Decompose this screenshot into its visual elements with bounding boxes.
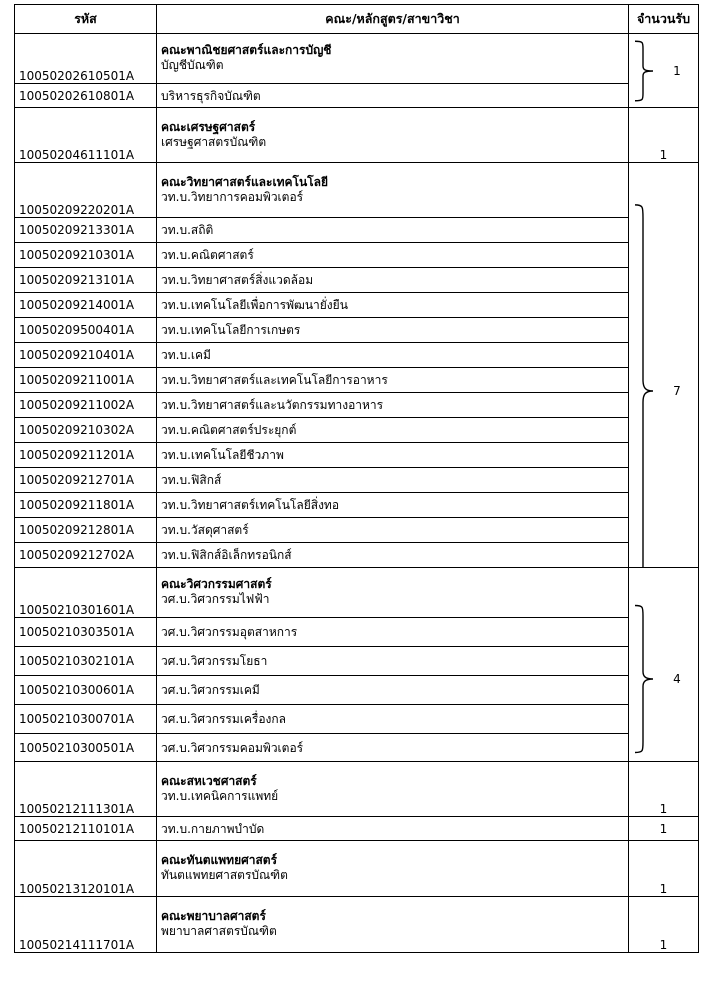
table-row <box>15 243 699 268</box>
program-code: 10050212110101A <box>15 817 157 841</box>
table-row <box>15 293 699 318</box>
right-brace-icon <box>633 203 657 568</box>
table-row <box>15 897 699 953</box>
program-name: วท.บ.วัสดุศาสตร์ <box>157 518 629 543</box>
program-name: วท.บ.ฟิสิกส์อิเล็กทรอนิกส์ <box>157 543 629 568</box>
program-cell <box>157 163 629 218</box>
program-code: 10050210300701A <box>15 705 157 734</box>
right-brace-icon <box>633 40 657 102</box>
table-row <box>15 705 699 734</box>
program-code: 10050209212702A <box>15 543 157 568</box>
table-row <box>15 108 699 163</box>
table-row <box>15 343 699 368</box>
program-name: วท.บ.วิทยาศาสตร์และนวัตกรรมทางอาหาร <box>157 393 629 418</box>
program-code: 10050210301601A <box>15 568 157 618</box>
table-row <box>15 393 699 418</box>
seat-group-cell <box>629 34 699 108</box>
faculty-name: คณะพยาบาลศาสตร์ <box>161 909 266 923</box>
program-name: ทันตแพทยศาสตรบัณฑิต <box>161 868 288 882</box>
program-name: บัญชีบัณฑิต <box>161 58 224 72</box>
right-brace-icon <box>633 604 657 754</box>
program-code: 10050210303501A <box>15 618 157 647</box>
program-code: 10050209211201A <box>15 443 157 468</box>
program-name: วท.บ.เทคโนโลยีชีวภาพ <box>157 443 629 468</box>
program-cell <box>157 897 629 953</box>
program-name: วท.บ.เคมี <box>157 343 629 368</box>
program-name: วศ.บ.วิศวกรรมเคมี <box>157 676 629 705</box>
table-row <box>15 647 699 676</box>
faculty-name: คณะวิศวกรรมศาสตร์ <box>161 577 272 591</box>
table-row <box>15 218 699 243</box>
seat-count: 1 <box>629 841 699 897</box>
program-code: 10050209211001A <box>15 368 157 393</box>
program-code: 10050209213101A <box>15 268 157 293</box>
table-row <box>15 817 699 841</box>
table-row <box>15 518 699 543</box>
program-name: วศ.บ.วิศวกรรมโยธา <box>157 647 629 676</box>
program-code: 10050209213301A <box>15 218 157 243</box>
faculty-name: คณะเศรษฐศาสตร์ <box>161 119 256 134</box>
program-code: 10050212111301A <box>15 762 157 817</box>
seat-group-cell <box>629 568 699 762</box>
program-code: 10050210302101A <box>15 647 157 676</box>
admission-table <box>14 4 699 953</box>
seat-count: 7 <box>673 384 681 398</box>
program-name: วท.บ.ฟิสิกส์ <box>157 468 629 493</box>
program-code: 10050209210401A <box>15 343 157 368</box>
program-name: วท.บ.วิทยาศาสตร์สิ่งแวดล้อม <box>157 268 629 293</box>
program-name: วท.บ.เทคโนโลยีการเกษตร <box>157 318 629 343</box>
program-code: 10050209210302A <box>15 418 157 443</box>
program-code: 10050210300501A <box>15 734 157 762</box>
program-code: 10050209212801A <box>15 518 157 543</box>
program-code: 10050214111701A <box>15 897 157 953</box>
seat-count: 4 <box>673 672 681 686</box>
program-name: วท.บ.กายภาพบำบัด <box>157 817 629 841</box>
table-row <box>15 268 699 293</box>
seat-count: 1 <box>629 897 699 953</box>
table-header-row <box>15 5 699 34</box>
program-name: วท.บ.คณิตศาสตร์ <box>157 243 629 268</box>
program-name: วศ.บ.วิศวกรรมเครื่องกล <box>157 705 629 734</box>
program-name: วท.บ.คณิตศาสตร์ประยุกต์ <box>157 418 629 443</box>
program-code: 10050213120101A <box>15 841 157 897</box>
program-name: วศ.บ.วิศวกรรมคอมพิวเตอร์ <box>157 734 629 762</box>
program-code: 10050210300601A <box>15 676 157 705</box>
seat-count: 1 <box>629 762 699 817</box>
table-row <box>15 163 699 218</box>
program-name: เศรษฐศาสตรบัณฑิต <box>161 134 267 149</box>
program-cell <box>157 568 629 618</box>
program-code: 10050204611101A <box>15 108 157 163</box>
program-name: พยาบาลศาสตรบัณฑิต <box>161 924 277 938</box>
program-code: 10050202610801A <box>15 84 157 108</box>
program-name: วศ.บ.วิศวกรรมอุตสาหการ <box>157 618 629 647</box>
program-code: 10050209500401A <box>15 318 157 343</box>
seat-count: 1 <box>629 108 699 163</box>
program-cell <box>157 841 629 897</box>
seat-group-cell <box>629 163 699 568</box>
faculty-name: คณะสหเวชศาสตร์ <box>161 773 257 788</box>
table-row <box>15 493 699 518</box>
program-name: วท.บ.วิทยาการคอมพิวเตอร์ <box>161 189 304 204</box>
seat-count: 1 <box>673 64 681 78</box>
program-code: 10050202610501A <box>15 34 157 84</box>
table-row <box>15 34 699 84</box>
program-name: วท.บ.เทคโนโลยีเพื่อการพัฒนายั่งยืน <box>157 293 629 318</box>
program-code: 10050209211801A <box>15 493 157 518</box>
header-program: คณะ/หลักสูตร/สาขาวิชา <box>157 5 629 34</box>
table-row <box>15 318 699 343</box>
table-row <box>15 676 699 705</box>
table-row <box>15 443 699 468</box>
program-code: 10050209211002A <box>15 393 157 418</box>
program-cell <box>157 762 629 817</box>
program-name: วท.บ.สถิติ <box>157 218 629 243</box>
table-row <box>15 84 699 108</box>
table-row <box>15 418 699 443</box>
table-row <box>15 368 699 393</box>
program-name: วท.บ.เทคนิคการแพทย์ <box>161 788 279 803</box>
program-name: วศ.บ.วิศวกรรมไฟฟ้า <box>161 592 270 606</box>
faculty-name: คณะพาณิชยศาสตร์และการบัญชี <box>161 43 332 57</box>
table-row <box>15 568 699 618</box>
table-row <box>15 762 699 817</box>
program-code: 10050209220201A <box>15 163 157 218</box>
program-code: 10050209210301A <box>15 243 157 268</box>
program-cell <box>157 108 629 163</box>
program-name: วท.บ.วิทยาศาสตร์เทคโนโลยีสิ่งทอ <box>157 493 629 518</box>
header-code: รหัส <box>15 5 157 34</box>
table-row <box>15 841 699 897</box>
table-row <box>15 734 699 762</box>
table-row <box>15 468 699 493</box>
header-seats: จำนวนรับ <box>629 5 699 34</box>
table-row <box>15 543 699 568</box>
program-name: บริหารธุรกิจบัณฑิต <box>157 84 629 108</box>
program-code: 10050209212701A <box>15 468 157 493</box>
program-code: 10050209214001A <box>15 293 157 318</box>
seat-count: 1 <box>629 817 699 841</box>
faculty-name: คณะวิทยาศาสตร์และเทคโนโลยี <box>161 174 328 189</box>
program-cell <box>157 34 629 84</box>
faculty-name: คณะทันตแพทยศาสตร์ <box>161 853 278 867</box>
program-name: วท.บ.วิทยาศาสตร์และเทคโนโลยีการอาหาร <box>157 368 629 393</box>
table-row <box>15 618 699 647</box>
